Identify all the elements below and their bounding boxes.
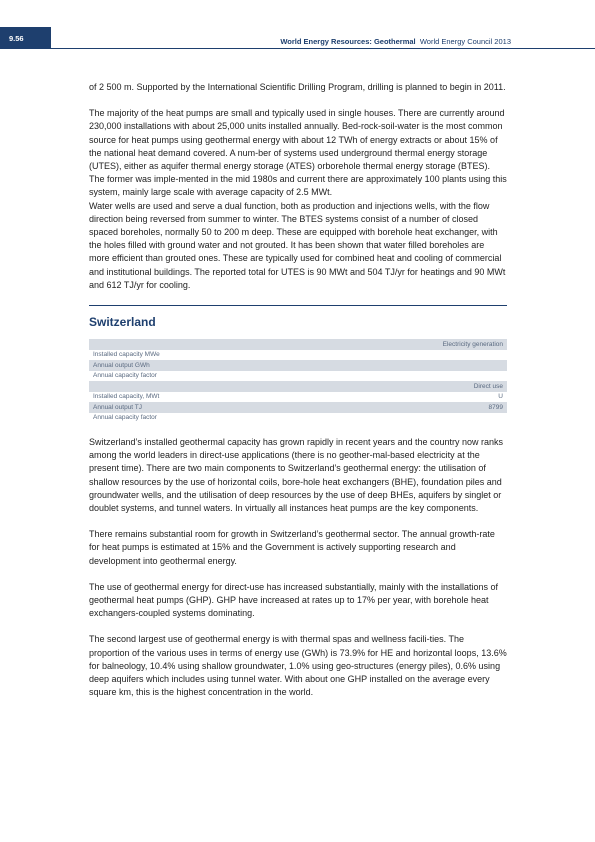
paragraph: There remains substantial room for growth in Switzerland’s geothermal sector. The annual growth-rate for heat pumps is estimated at 15% and the Government is actively supporting research and development into geothermal energy. — [89, 529, 495, 566]
table-header-electricity — [89, 339, 507, 350]
row-label: Annual capacity factor — [93, 414, 157, 422]
main-content — [89, 81, 507, 713]
paragraph: Water wells are used and serve a dual function, both as production and injections wells, with the flow direction being reversed from summer to winter. The BTES systems consist of a number of closed spaced boreholes, normally 50 to 200 m deep. These are equipped with borehole heat exchanger, with the holes filled with ground water and not grouted. It has been shown that water filled boreholes are more efficient than grouted ones. These are typically used for combined heat and cooling of commercial and institutional buildings. The reported total for UTES is 90 MWt and 504 TJ/yr for heatings and 90 MWt and 612 TJ/yr for cooling. — [89, 200, 506, 290]
row-label: Installed capacity MWe — [93, 351, 160, 359]
paragraph: of 2 500 m. Supported by the International Scientific Drilling Program, drilling is planned to begin in 2011. — [89, 82, 506, 92]
paragraph: The use of geothermal energy for direct-use has increased substantially, mainly with the installations of geothermal heat pumps (GHP). GHP have increased at rates up to 17% per year, with borehole heat exchangers-coupled systems dominating. — [89, 581, 499, 619]
table-row — [89, 402, 507, 413]
row-label: Annual capacity factor — [93, 372, 157, 380]
table-header-direct-use — [89, 381, 507, 392]
table-header-label: Electricity generation — [442, 340, 503, 348]
row-label: Installed capacity, MWt — [93, 393, 160, 401]
row-value: U — [498, 393, 503, 401]
page-number-tab — [0, 27, 51, 49]
table-row — [89, 371, 507, 382]
row-label: Annual output TJ — [93, 403, 143, 411]
section-divider — [89, 305, 507, 306]
paragraph: Switzerland’s installed geothermal capacity has grown rapidly in recent years and the country now ranks among the world leaders in direct-use applications (there is no geother-mal-based electricity at the present time). There are two main components to Switzerland’s geothermal energy: the utilisation of shallow resources by the use of horizontal coils, bore-hole heat exchangers (BHE), foundation piles and groundwater wells, and the utilisation of deep resources by the use of deep BHEs, aquifers by singlet or doublet systems, and tunnel waters. In virtually all instances heat pumps are the key components. — [89, 437, 504, 514]
running-header — [280, 37, 511, 46]
page-number: 9.56 — [9, 33, 24, 43]
table-row — [89, 360, 507, 371]
table-row — [89, 413, 507, 424]
row-value: 8799 — [488, 403, 503, 411]
row-label: Annual output GWh — [93, 361, 150, 369]
paragraph: The second largest use of geothermal energy is with thermal spas and wellness facili-ties. The proportion of the various uses in terms of energy use (GWh) is 73.9% for HE and horizontal loops, 13.6% for balneology, 10.4% using shallow groundwater, 1.0% using geo-structures (energy piles), 0.6% using deep aquifers which includes using tunnel water. With about one GHP installed on the average every square km, this is the highest concentration in the world. — [89, 634, 507, 698]
header-rule — [51, 48, 595, 49]
section-heading: Switzerland — [89, 315, 156, 330]
capacity-table — [89, 339, 507, 423]
table-header-label: Direct use — [473, 382, 503, 390]
publisher: World Energy Council 2013 — [419, 37, 511, 46]
table-row — [89, 392, 507, 403]
table-row — [89, 350, 507, 361]
section-title: World Energy Resources: Geothermal — [280, 37, 416, 46]
paragraph: The majority of the heat pumps are small and typically used in single houses. There are currently around 230,000 installations with about 25,000 units installed annually. Bed-rock-soil-water is the most common source for heat pumps using geothermal energy with about 12 TWh of energy extracts or about 15% of the national heat demand covered. A num-ber of systems used underground thermal energy storage (UTES), either as aquifer thermal energy storage (ATES) orborehole thermal energy storage (BTES). The former was imple-mented in the mid 1980s and current there are approximately 100 plants using this system, mainly large scale with average capacity of 2.5 MWt. — [89, 108, 507, 198]
